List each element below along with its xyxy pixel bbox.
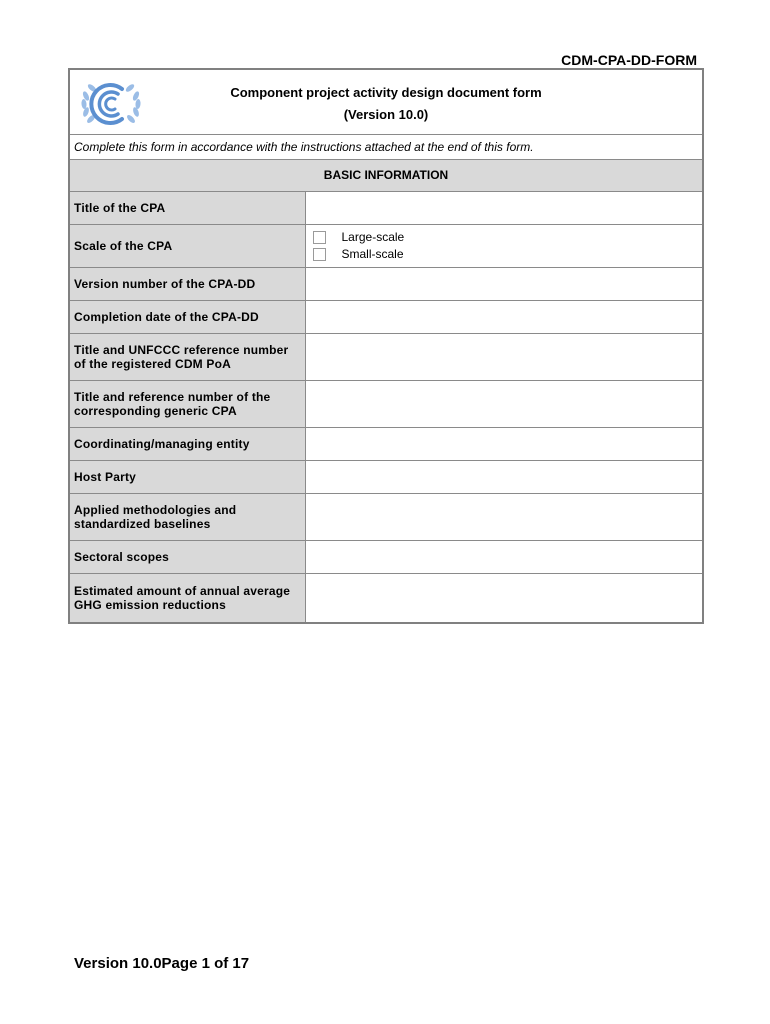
field-completion-date[interactable] xyxy=(305,300,703,333)
label-completion-date: Completion date of the CPA-DD xyxy=(69,300,305,333)
label-coordinating-entity: Coordinating/managing entity xyxy=(69,427,305,460)
label-emission-reductions: Estimated amount of annual average GHG emission reductions xyxy=(69,573,305,623)
field-generic-cpa-reference[interactable] xyxy=(305,380,703,427)
page-footer: Version 10.0Page 1 of 17 xyxy=(74,955,250,972)
form-version: (Version 10.0) xyxy=(343,106,429,122)
label-methodologies: Applied methodologies and standardized baselines xyxy=(69,493,305,540)
field-methodologies[interactable] xyxy=(305,493,703,540)
cpa-dd-form xyxy=(68,68,704,624)
large-scale-checkbox[interactable] xyxy=(313,231,326,244)
field-poa-reference[interactable] xyxy=(305,333,703,380)
label-generic-cpa-reference: Title and reference number of the corresponding generic CPA xyxy=(69,380,305,427)
form-header xyxy=(69,69,703,134)
unfccc-logo-icon xyxy=(80,78,142,128)
field-emission-reductions[interactable] xyxy=(305,573,703,623)
section-title: BASIC INFORMATION xyxy=(69,159,703,191)
field-version-number[interactable] xyxy=(305,267,703,300)
field-coordinating-entity[interactable] xyxy=(305,427,703,460)
field-sectoral-scopes[interactable] xyxy=(305,540,703,573)
label-host-party: Host Party xyxy=(69,460,305,493)
label-sectoral-scopes: Sectoral scopes xyxy=(69,540,305,573)
option-large-scale[interactable] xyxy=(310,229,699,246)
label-poa-reference: Title and UNFCCC reference number of the registered CDM PoA xyxy=(69,333,305,380)
field-cpa-scale xyxy=(305,224,703,267)
large-scale-label: Large-scale xyxy=(341,230,405,244)
option-small-scale[interactable] xyxy=(310,246,699,263)
form-title: Component project activity design document form xyxy=(230,84,542,100)
small-scale-checkbox[interactable] xyxy=(313,248,326,261)
label-version-number: Version number of the CPA-DD xyxy=(69,267,305,300)
field-host-party[interactable] xyxy=(305,460,703,493)
label-cpa-title: Title of the CPA xyxy=(69,191,305,224)
label-cpa-scale: Scale of the CPA xyxy=(69,224,305,267)
small-scale-label: Small-scale xyxy=(341,247,404,261)
form-code: CDM-CPA-DD-FORM xyxy=(561,52,697,68)
form-instructions: Complete this form in accordance with the instructions attached at the end of this form. xyxy=(69,134,703,159)
field-cpa-title[interactable] xyxy=(305,191,703,224)
